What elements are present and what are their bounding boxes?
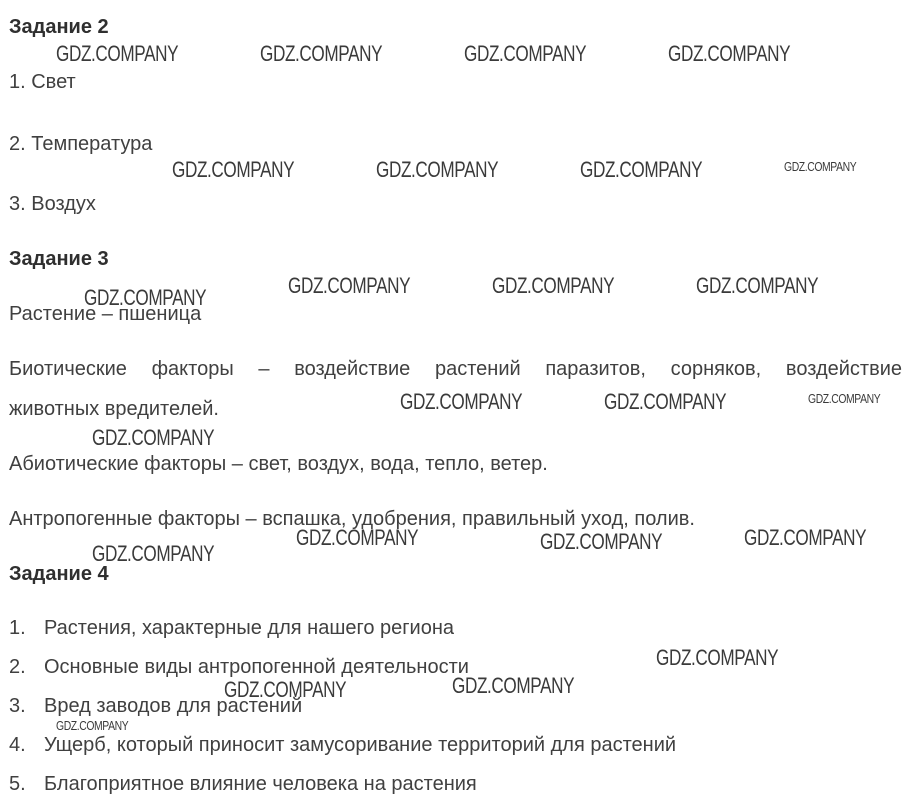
watermark: GDZ.COMPANY	[744, 525, 867, 550]
task3-biotic-line2: животных вредителей.	[9, 398, 219, 420]
task3-anthropogenic: Антропогенные факторы – вспашка, удобрения, правильный уход, полив.	[9, 508, 695, 530]
watermark: GDZ.COMPANY	[400, 389, 523, 414]
watermark: GDZ.COMPANY	[656, 645, 779, 670]
task3-abiotic: Абиотические факторы – свет, воздух, вода, тепло, ветер.	[9, 453, 548, 475]
watermark: GDZ.COMPANY	[296, 525, 419, 550]
task2-item-2: 2. Температура	[9, 133, 153, 155]
watermark: GDZ.COMPANY	[580, 157, 703, 182]
watermark: GDZ.COMPANY	[696, 273, 819, 298]
task3-biotic-line1: Биотические факторы – воздействие растений паразитов, сорняков, воздействие	[9, 358, 902, 380]
watermark: GDZ.COMPANY	[604, 389, 727, 414]
task2-item-3: 3. Воздух	[9, 193, 96, 215]
watermark: GDZ.COMPANY	[452, 673, 575, 698]
task2-item-1: 1. Свет	[9, 71, 76, 93]
watermark: GDZ.COMPANY	[288, 273, 411, 298]
watermark: GDZ.COMPANY	[808, 391, 881, 406]
list-text: Благоприятное влияние человека на растения	[44, 773, 477, 795]
watermark: GDZ.COMPANY	[376, 157, 499, 182]
list-text: Растения, характерные для нашего региона	[44, 617, 455, 639]
watermark: GDZ.COMPANY	[56, 718, 129, 733]
watermark: GDZ.COMPANY	[540, 529, 663, 554]
watermark: GDZ.COMPANY	[84, 285, 207, 310]
task3-plant: Растение – пшеница	[9, 303, 202, 325]
list-text: Основные виды антропогенной деятельности	[44, 656, 469, 678]
task2-heading: Задание 2	[9, 16, 109, 38]
task4-list-item-4	[0, 734, 908, 758]
task4-heading: Задание 4	[9, 563, 109, 585]
task4-list-item-3	[0, 695, 908, 719]
watermark: GDZ.COMPANY	[172, 157, 295, 182]
list-number: 2.	[9, 656, 26, 678]
task4-list-item-1	[0, 617, 908, 641]
list-number: 5.	[9, 773, 26, 795]
watermark: GDZ.COMPANY	[224, 677, 347, 702]
list-text: Ущерб, который приносит замусоривание территорий для растений	[44, 734, 677, 756]
watermark: GDZ.COMPANY	[260, 41, 383, 66]
watermark: GDZ.COMPANY	[92, 425, 215, 450]
watermark: GDZ.COMPANY	[464, 41, 587, 66]
watermark: GDZ.COMPANY	[784, 159, 857, 174]
task4-list-item-5	[0, 773, 908, 797]
watermark: GDZ.COMPANY	[92, 541, 215, 566]
watermark: GDZ.COMPANY	[668, 41, 791, 66]
list-number: 4.	[9, 734, 26, 756]
list-text: Вред заводов для растений	[44, 695, 303, 717]
list-number: 1.	[9, 617, 26, 639]
list-number: 3.	[9, 695, 26, 717]
watermark: GDZ.COMPANY	[492, 273, 615, 298]
task3-heading: Задание 3	[9, 248, 109, 270]
watermark: GDZ.COMPANY	[56, 41, 179, 66]
